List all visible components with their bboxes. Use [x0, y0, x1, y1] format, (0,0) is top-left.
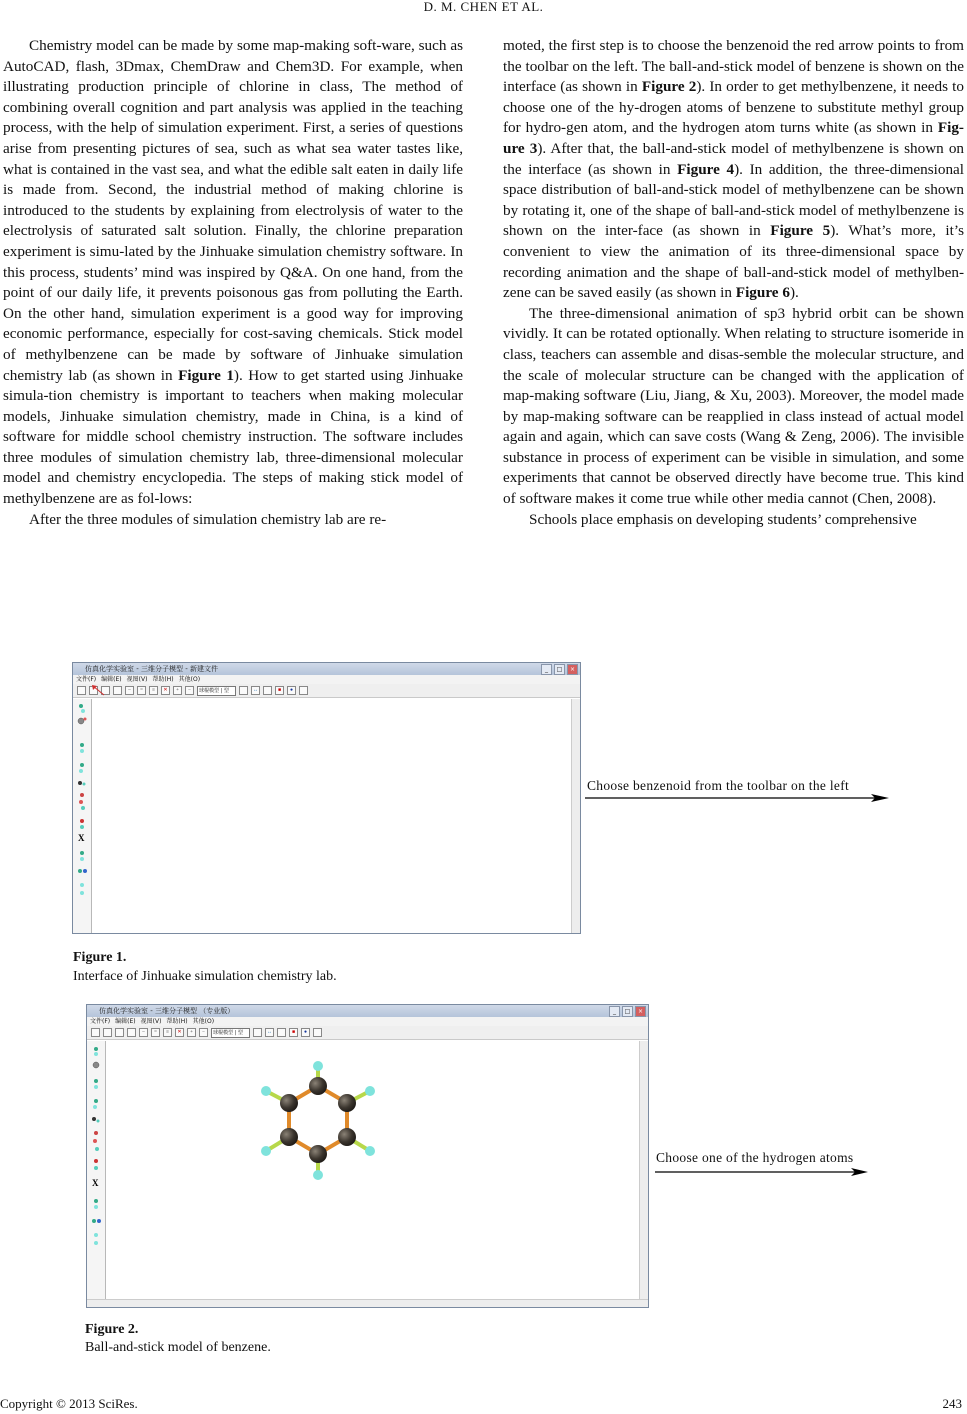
menu-other[interactable]: 其他(O) — [192, 1018, 215, 1025]
menu-edit[interactable]: 编辑(E) — [101, 676, 122, 683]
bond-single-icon[interactable]: – — [139, 1028, 148, 1037]
bond-double-icon[interactable]: = — [151, 1028, 160, 1037]
delete-icon[interactable]: ✕ — [161, 686, 170, 695]
figure-2-sidebar-icons — [87, 1041, 105, 1307]
figure-1-vscroll[interactable] — [571, 699, 580, 933]
figure-1-ref: Figure 1 — [178, 366, 234, 384]
home-icon[interactable] — [299, 686, 308, 695]
maximize-button[interactable]: □ — [554, 664, 565, 675]
maximize-button[interactable]: □ — [622, 1006, 633, 1017]
right-p1-c: ). After that, the ball-and-stick model of methylbenzene is shown on the interface (as shown in — [503, 139, 965, 178]
hydrogen-atom[interactable] — [261, 1146, 271, 1156]
minimize-button[interactable]: _ — [541, 664, 552, 675]
figure-1-caption: Interface of Jinhuake simulation chemistry lab. — [73, 969, 337, 984]
menu-view[interactable]: 视图(V) — [126, 676, 148, 683]
carbon-atom[interactable] — [338, 1094, 356, 1112]
copyright: Copyright © 2013 SciRes. — [0, 1396, 138, 1411]
print-icon[interactable] — [113, 686, 122, 695]
figure-1-menubar — [73, 675, 580, 684]
figure-1-annotation-arrow — [585, 792, 890, 804]
figure-2-vscroll[interactable] — [639, 1041, 648, 1307]
bond-double-icon[interactable]: = — [137, 686, 146, 695]
figure-1-sidebar — [73, 699, 92, 933]
left-p1-tail: ). How to get started using Jinhuake simula-tion chemistry is important to teachers when making molecular models, Jinhuake simulation chemistry, made in China, is a kind of software for middle school chemistry instruction. The software includes three modules of simulation chemistry lab, three-dimensional molecular model and chemistry encyclopedia. The steps of making stick model of methylbenzene are as fol-lows: — [3, 366, 463, 508]
menu-help[interactable]: 帮助(H) — [166, 1018, 188, 1025]
figure-2-window-title: 仿真化学实验室 - 三维分子模型 （专业版） — [99, 1007, 235, 1015]
figure-2-annotation-arrow — [655, 1166, 870, 1178]
menu-view[interactable]: 视图(V) — [140, 1018, 162, 1025]
right-p1-a: moted, the first step is to choose the benzenoid the red arrow points to from the toolbar on the left. The ball-and-stick model of benzene is shown on the interface (as shown in — [503, 37, 964, 96]
figure-2-sidebar — [87, 1041, 106, 1307]
figure-2-menubar — [87, 1017, 648, 1026]
zoom-out-icon[interactable]: − — [199, 1028, 208, 1037]
chart-icon[interactable] — [239, 686, 248, 695]
figure-2-ref: Figure 2 — [641, 78, 697, 96]
record-icon[interactable]: ■ — [275, 686, 284, 695]
delete-icon[interactable]: ✕ — [175, 1028, 184, 1037]
figure-2-hscroll[interactable] — [87, 1299, 648, 1307]
hydrogen-atom[interactable] — [365, 1146, 375, 1156]
right-column — [503, 36, 964, 530]
figure-1-window — [72, 662, 581, 934]
figure-4-ref: Figure 4 — [677, 160, 735, 178]
model-style-select[interactable]: 球棍模型 | 型 — [211, 1028, 250, 1038]
x-label: X — [92, 1178, 99, 1188]
menu-file[interactable]: 文件(F) — [76, 676, 97, 683]
close-button[interactable]: × — [635, 1006, 646, 1017]
rotate-icon[interactable]: ↔ — [267, 1030, 272, 1035]
figure-2-titlebar — [87, 1005, 648, 1017]
hydrogen-atom[interactable] — [313, 1061, 323, 1071]
carbon-atom[interactable] — [309, 1077, 327, 1095]
right-p1-b: ). In order to get methylbenzene, it needs to choose one of the hy-drogen atoms of benzene to substitute methyl group for hydro-gen atom, and the hydrogen atom turns white (as shown in — [503, 78, 964, 137]
left-p1-text: Chemistry model can be made by some map-making soft-ware, such as AutoCAD, flash, 3Dmax, ChemDraw and Chem3D. For example, when illustrating production principle of chlorine in class, The method of combining overall cognition and part analysis was applied in the teaching process, with the help of simulation experiment. First, a series of questions arise from presenting pictures of sea, such as what sea water tastes like, what is contained in the vast sea, and what the edible salt eaten in daily life is made from. Second, the industrial method of making chlorine is introduced to the students by explaining from electrolysis of water to the electrolysis of saturated salt solution. Finally, the chlorine preparation experiment is simu-lated by the Jinhuake simulation chemistry software. In this process, students’ mind was inspired by Q&A. On one hand, from the point of our daily life, it prevents poisonous gas from polluting the Earth. On the other hand, simulation experiment is a good way for improving economic performance, especially for cost-saving chemicals. Stick model of methylbenzene can be made by software of Jinhuake simulation chemistry lab (as shown in — [3, 37, 463, 384]
carbon-atom[interactable] — [280, 1094, 298, 1112]
figure-6-ref: Figure 6 — [735, 284, 790, 302]
right-paragraph-2: The three-dimensional animation of sp3 hybrid orbit can be shown vividly. It can be rotated optionally. When relating to structure isomeride in class, teachers can assemble and disas-semble the molecular structure, and the scale of molecular structure can be changed with the application of map-making software (Liu, Jiang, & Xu, 2003). Moreover, the model made by map-making software can be reapplied in class instead of actual model again and again, which can save costs (Wang & Zeng, 2006). The invisible substance in process of experiment can be visible in simulation, and some experiments that cannot be observed directly have become true. This kind of software makes it come true while other media cannot (Chen, 2008). — [503, 304, 964, 508]
figure-1-red-arrow — [90, 683, 106, 697]
zoom-out-icon[interactable]: − — [185, 686, 194, 695]
bond-triple-icon[interactable]: ≡ — [163, 1028, 172, 1037]
left-paragraph-2: After the three modules of simulation chemistry lab are re- — [29, 510, 387, 528]
figure-2-toolbar — [87, 1026, 648, 1040]
record-icon[interactable]: ■ — [289, 1028, 298, 1037]
menu-file[interactable]: 文件(F) — [90, 1018, 111, 1025]
carbon-atom[interactable] — [338, 1128, 356, 1146]
figure-2-annotation: Choose one of the hydrogen atoms — [656, 1150, 854, 1165]
menu-edit[interactable]: 编辑(E) — [115, 1018, 136, 1025]
figure-1-titlebar — [73, 663, 580, 675]
figure-2-window — [86, 1004, 649, 1308]
right-p1-f: ). — [789, 284, 799, 302]
zoom-in-icon[interactable]: + — [173, 686, 182, 695]
hydrogen-atom[interactable] — [365, 1086, 375, 1096]
menu-help[interactable]: 帮助(H) — [152, 676, 174, 683]
menu-other[interactable]: 其他(O) — [178, 676, 201, 683]
figure-2-label: Figure 2. — [85, 1322, 139, 1337]
bond-single-icon[interactable]: – — [125, 686, 134, 695]
hydrogen-atom[interactable] — [261, 1086, 271, 1096]
running-head: D. M. CHEN ET AL. — [423, 0, 544, 14]
chart-icon[interactable] — [253, 1028, 262, 1037]
globe-icon[interactable]: ● — [301, 1028, 310, 1037]
right-paragraph-1 — [503, 36, 964, 304]
figure-1-window-title: 仿真化学实验室 - 三维分子模型 - 新建文件 — [85, 665, 218, 673]
zoom-in-icon[interactable]: + — [187, 1028, 196, 1037]
open-icon[interactable] — [103, 1028, 112, 1037]
model-style-select[interactable]: 球棍模型 | 型 — [197, 686, 236, 696]
rotate-icon[interactable]: ↔ — [253, 688, 258, 693]
new-icon[interactable] — [91, 1028, 100, 1037]
new-icon[interactable] — [77, 686, 86, 695]
hydrogen-atom[interactable] — [313, 1170, 323, 1180]
carbon-atom[interactable] — [309, 1145, 327, 1163]
left-paragraph-1 — [3, 36, 463, 510]
page-number: 243 — [942, 1396, 962, 1411]
figure-2-caption: Ball-and-stick model of benzene. — [85, 1340, 271, 1355]
carbon-atom[interactable] — [280, 1128, 298, 1146]
print-icon[interactable] — [127, 1028, 136, 1037]
figure-1-label: Figure 1. — [73, 950, 127, 965]
right-paragraph-3: Schools place emphasis on developing students’ comprehensive — [529, 510, 917, 528]
grid-icon[interactable] — [277, 1028, 286, 1037]
right-p1-e: ). What’s more, it’s convenient to view the animation of its three-dimensional space by recording animation and the shape of ball-and-stick model of methylben-zene can be saved easily (as shown in — [503, 222, 965, 302]
minimize-button[interactable]: _ — [609, 1006, 620, 1017]
figure-1-sidebar-icons — [73, 699, 91, 933]
save-icon[interactable] — [115, 1028, 124, 1037]
right-p1-d: ). In addition, the three-dimensional space distribution of ball-and-stick model of methylbenzene can be shown by rotating it, one of the shape of ball-and-stick model of methylbenzene is shown on the inter-face (as shown in — [503, 160, 964, 240]
globe-icon[interactable]: ● — [287, 686, 296, 695]
figure-3-ref: Fig-ure 3 — [503, 119, 964, 157]
bond-triple-icon[interactable]: ≡ — [149, 686, 158, 695]
figure-2-canvas[interactable] — [106, 1041, 639, 1299]
x-label: X — [78, 833, 85, 843]
home-icon[interactable] — [313, 1028, 322, 1037]
grid-icon[interactable] — [263, 686, 272, 695]
close-button[interactable]: × — [567, 664, 578, 675]
left-column — [3, 36, 463, 530]
figure-1-annotation: Choose benzenoid from the toolbar on the left — [587, 778, 850, 793]
benzene-molecule — [106, 1041, 639, 1299]
figure-1-toolbar — [73, 684, 580, 698]
figure-5-ref: Figure 5 — [770, 222, 831, 240]
